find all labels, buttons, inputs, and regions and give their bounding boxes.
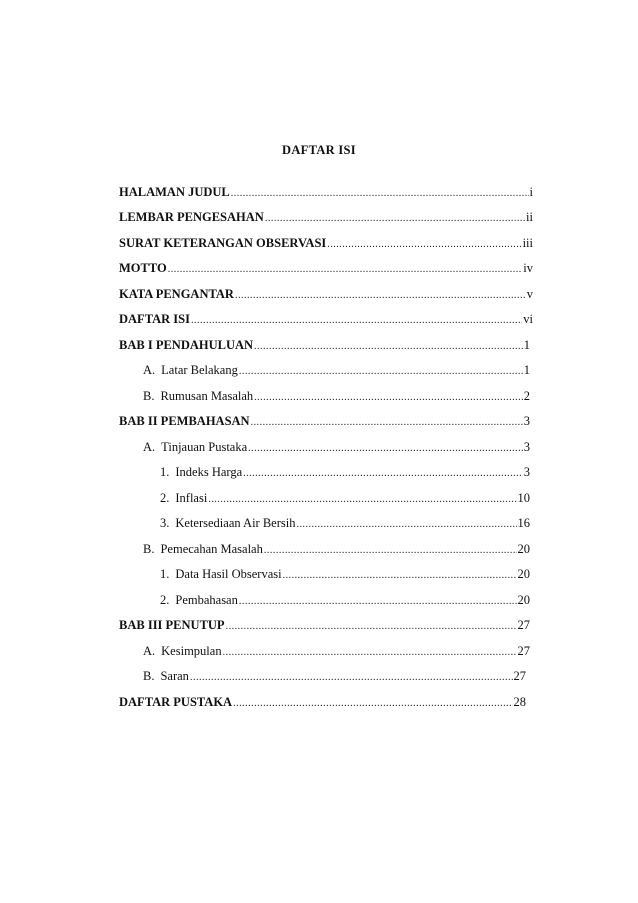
toc-entry-label: Rumusan Masalah bbox=[160, 389, 254, 403]
toc-entry-label: BAB II PEMBAHASAN bbox=[119, 414, 250, 428]
page-title: DAFTAR ISI bbox=[282, 143, 356, 157]
toc-entry-page: 16 bbox=[517, 516, 530, 530]
toc-entry-page: vi bbox=[523, 312, 533, 326]
toc-entry-number: 3. bbox=[160, 516, 170, 530]
dot-leader bbox=[264, 541, 517, 561]
toc-entry-number: A. bbox=[143, 363, 156, 377]
toc-entry bbox=[119, 284, 533, 304]
toc-entry bbox=[119, 411, 530, 431]
toc-entry-page: v bbox=[526, 287, 533, 301]
toc-entry-page: 20 bbox=[517, 593, 530, 607]
toc-entry-number: B. bbox=[143, 389, 155, 403]
dot-leader bbox=[231, 184, 529, 204]
toc-entry-label: Saran bbox=[160, 669, 189, 683]
toc-entry bbox=[160, 590, 530, 610]
toc-entry-label: SURAT KETERANGAN OBSERVASI bbox=[119, 236, 327, 250]
toc-entry-label: BAB I PENDAHULUAN bbox=[119, 338, 254, 352]
toc-entry-label: BAB III PENUTUP bbox=[119, 618, 225, 632]
dot-leader bbox=[327, 235, 521, 255]
toc-entry-page: 1 bbox=[523, 363, 530, 377]
toc-entry-page: 28 bbox=[513, 695, 526, 709]
toc-entry bbox=[143, 386, 530, 406]
dot-leader bbox=[168, 260, 523, 280]
dot-leader bbox=[233, 694, 512, 714]
toc-entry-number: 1. bbox=[160, 465, 170, 479]
toc-entry-label: Data Hasil Observasi bbox=[175, 567, 282, 581]
toc-entry-page: 27 bbox=[517, 618, 530, 632]
toc-entry bbox=[143, 666, 526, 686]
toc-entry-label: Latar Belakang bbox=[161, 363, 238, 377]
toc-entry-page: 20 bbox=[517, 567, 530, 581]
toc-entry-label: Pemecahan Masalah bbox=[160, 542, 263, 556]
toc-entry-label: HALAMAN JUDUL bbox=[119, 185, 230, 199]
toc-entry bbox=[119, 692, 526, 712]
toc-entry-number: A. bbox=[143, 644, 156, 658]
dot-leader bbox=[254, 337, 523, 357]
toc-entry-label: KATA PENGANTAR bbox=[119, 287, 234, 301]
toc-entry-page: 3 bbox=[523, 465, 530, 479]
toc-entry-label: Tinjauan Pustaka bbox=[161, 440, 248, 454]
dot-leader bbox=[254, 388, 523, 408]
toc-entry-page: iv bbox=[523, 261, 533, 275]
toc-entry bbox=[119, 615, 530, 635]
toc-entry-page: 27 bbox=[513, 669, 526, 683]
toc-entry-label: LEMBAR PENGESAHAN bbox=[119, 210, 264, 224]
toc-entry-page: 3 bbox=[523, 440, 530, 454]
toc-entry-page: 20 bbox=[517, 542, 530, 556]
toc-entry-label: MOTTO bbox=[119, 261, 167, 275]
toc-entry-label: Kesimpulan bbox=[161, 644, 222, 658]
dot-leader bbox=[235, 286, 526, 306]
dot-leader bbox=[296, 515, 516, 535]
toc-entry bbox=[119, 309, 533, 329]
dot-leader bbox=[243, 464, 523, 484]
dot-leader bbox=[191, 311, 522, 331]
toc-entry bbox=[119, 233, 533, 253]
dot-leader bbox=[239, 362, 523, 382]
toc-entry-page: ii bbox=[526, 210, 533, 224]
toc-entry bbox=[160, 513, 530, 533]
dot-leader bbox=[223, 643, 517, 663]
dot-leader bbox=[251, 413, 523, 433]
dot-leader bbox=[265, 209, 525, 229]
toc-entry bbox=[119, 258, 533, 278]
toc-entry-number: 2. bbox=[160, 491, 170, 505]
toc-entry-page: iii bbox=[522, 236, 533, 250]
toc-entry bbox=[143, 641, 530, 661]
toc-entry-number: B. bbox=[143, 669, 155, 683]
toc-entry-page: i bbox=[529, 185, 533, 199]
dot-leader bbox=[248, 439, 523, 459]
toc-entry-page: 3 bbox=[523, 414, 530, 428]
dot-leader bbox=[226, 617, 517, 637]
toc-entry-number: A. bbox=[143, 440, 156, 454]
dot-leader bbox=[190, 668, 513, 688]
toc-entry-label: Indeks Harga bbox=[175, 465, 243, 479]
toc-entry-label: Ketersediaan Air Bersih bbox=[175, 516, 296, 530]
toc-entry bbox=[119, 207, 533, 227]
toc-entry bbox=[160, 462, 530, 482]
toc-entry-number: 2. bbox=[160, 593, 170, 607]
toc-entry bbox=[160, 564, 530, 584]
toc-entry-page: 10 bbox=[517, 491, 530, 505]
dot-leader bbox=[239, 592, 517, 612]
toc-entry-page: 1 bbox=[523, 338, 530, 352]
toc-entry-page: 2 bbox=[523, 389, 530, 403]
toc-entry bbox=[143, 360, 530, 380]
toc-entry-number: B. bbox=[143, 542, 155, 556]
toc-entry bbox=[160, 488, 530, 508]
toc-entry-page: 27 bbox=[517, 644, 530, 658]
toc-entry bbox=[119, 335, 530, 355]
toc-entry-label: Inflasi bbox=[175, 491, 208, 505]
dot-leader bbox=[208, 490, 516, 510]
toc-entry-label: DAFTAR PUSTAKA bbox=[119, 695, 233, 709]
toc-entry-label: Pembahasan bbox=[175, 593, 238, 607]
toc-entry-label: DAFTAR ISI bbox=[119, 312, 190, 326]
toc-entry-number: 1. bbox=[160, 567, 170, 581]
toc-entry bbox=[119, 182, 533, 202]
dot-leader bbox=[283, 566, 517, 586]
toc-entry bbox=[143, 437, 530, 457]
toc-entry bbox=[143, 539, 530, 559]
